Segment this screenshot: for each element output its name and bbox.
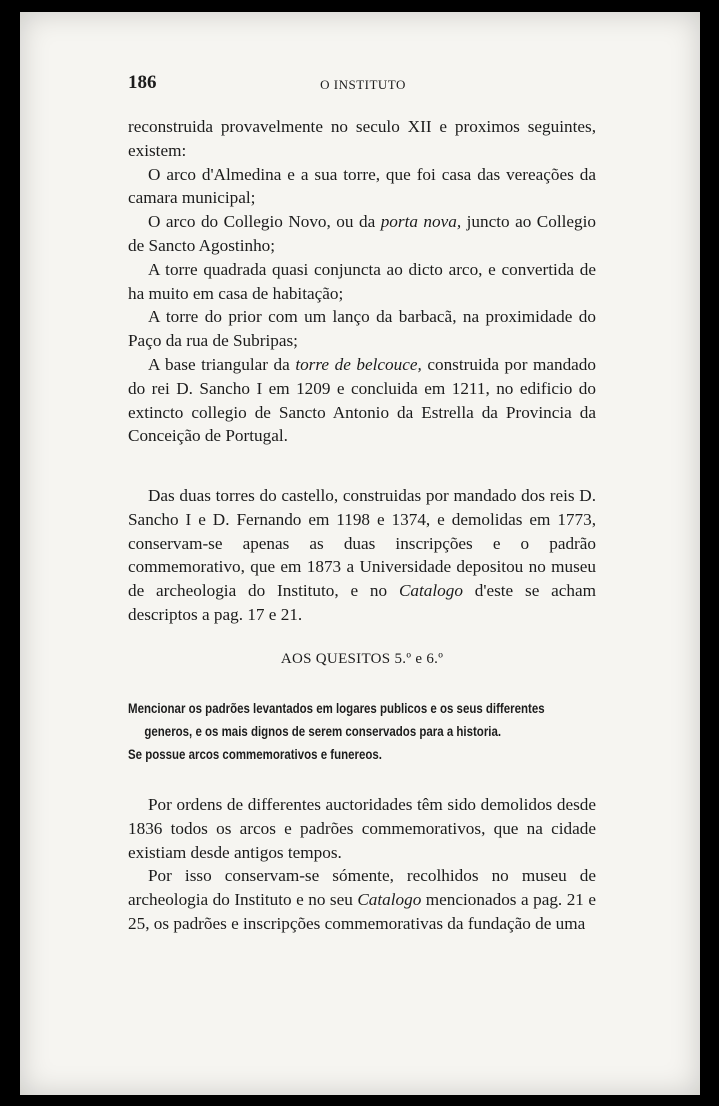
paragraph: A torre do prior com um lanço da barbacã, na proximidade do Paço da rua de Subripas; <box>128 307 596 351</box>
page-number: 186 <box>128 72 157 93</box>
paragraph: A torre quadrada quasi conjuncta ao dicto arco, e convertida de ha muito em casa de habitação; <box>128 259 596 303</box>
text-block-answers <box>128 793 596 936</box>
paragraph: A base triangular da torre de belcouce, construida por mandado do rei D. Sancho I em 1209 e concluida em 1211, no edificio do extincto collegio de Sancto Antonio da Estrella da Provincia da Conceição de Portugal. <box>128 354 596 446</box>
paragraph: O arco do Collegio Novo, ou da porta nova, juncto ao Collegio de Sancto Agostinho; <box>128 212 597 255</box>
section-heading: AOS QUESITOS 5.º e 6.º <box>280 651 444 667</box>
paragraph: reconstruida provavelmente no seculo XII e proximos seguintes, existem: <box>128 117 596 160</box>
paragraph: O arco d'Almedina e a sua torre, que foi casa das vereações da camara municipal; <box>128 164 596 208</box>
quesitos-questions <box>128 697 598 766</box>
running-title: O INSTITUTO <box>320 77 406 92</box>
question-line: generos, e os mais dignos de serem conservados para a historia. <box>144 723 502 739</box>
text-block-monuments <box>128 115 596 448</box>
paragraph: Por ordens de differentes auctoridades têm sido demolidos desde 1836 todos os arcos e padrões commemorativos, que na cidade existiam desde antigos tempos. <box>128 795 596 862</box>
question-line: Se possue arcos commemorativos e funereos. <box>128 746 382 762</box>
page-header <box>128 72 598 98</box>
paragraph: Por isso conservam-se sómente, recolhidos no museu de archeologia do Instituto e no seu Catalogo mencionados a pag. 21 e 25, os padrões e inscripções commemorativas da fundação de uma <box>128 866 597 933</box>
paragraph: Das duas torres do castello, construidas por mandado dos reis D. Sancho I e D. Fernando em 1198 e 1374, e demolidas em 1773, conservam-se apenas as duas inscripções e o padrão commemorativo, que em 1873 a Universidade depositou no museu de archeologia do Instituto, e no Catalogo d'este se acham descriptos a pag. 17 e 21. <box>128 486 596 624</box>
question-line: Mencionar os padrões levantados em logares publicos e os seus differentes <box>128 700 545 716</box>
text-block-castle-towers <box>128 484 596 627</box>
